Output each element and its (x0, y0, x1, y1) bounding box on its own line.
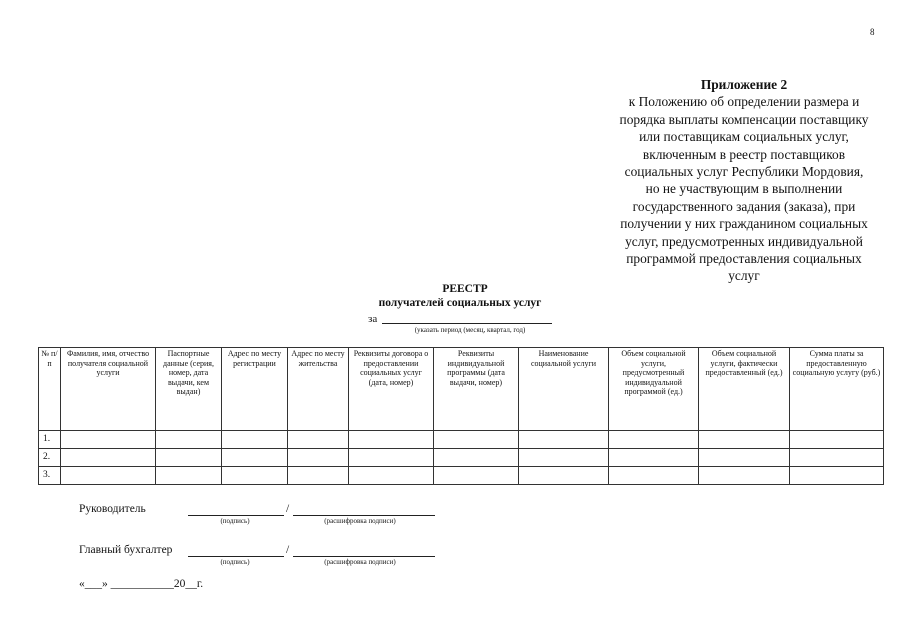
head-decode-line (293, 515, 435, 516)
table-row (39, 449, 884, 467)
appendix-line: но не участвующим в выполнении (645, 181, 843, 197)
column-header: Объем социальной услуги, фактически предоставленный (ед.) (699, 348, 790, 431)
head-sign-line (188, 515, 284, 516)
sign-hint: (подпись) (220, 558, 250, 566)
appendix-line: получении у них гражданином социальных (620, 216, 868, 232)
appendix-line: включенным в реестр поставщиков (642, 146, 846, 162)
row-number: 2. (39, 449, 61, 467)
appendix-line: порядка выплаты компенсации поставщику (619, 111, 869, 127)
sign-hint: (подпись) (220, 517, 250, 525)
register-subtitle: получателей социальных услуг (378, 297, 542, 309)
appendix-heading: Приложение 2 (700, 77, 788, 92)
accountant-sign-line (188, 556, 284, 557)
column-header: Реквизиты договора о предоставлении социальных услуг (дата, номер) (349, 348, 434, 431)
column-header: Адрес по месту регистрации (222, 348, 288, 431)
table-row (39, 467, 884, 485)
decode-hint: (расшифровка подписи) (324, 558, 396, 566)
period-fill-line (382, 323, 552, 324)
period-hint: (указать период (месяц, квартал, год) (414, 326, 526, 334)
column-header: Фамилия, имя, отчество получателя социальной услуги (61, 348, 156, 431)
appendix-line: социальных услуг Республики Мордовия, (624, 164, 864, 180)
column-header: Сумма платы за предоставленную социальную услугу (руб.) (790, 348, 884, 431)
appendix-block (584, 76, 904, 285)
appendix-line: государственного задания (заказа), при (632, 198, 856, 214)
accountant-label: Главный бухгалтер (79, 544, 173, 556)
appendix-line: услуг (728, 268, 760, 284)
column-header: Реквизиты индивидуальной программы (дата выдачи, номер) (434, 348, 519, 431)
row-number: 3. (39, 467, 61, 485)
page-number: 8 (870, 27, 875, 37)
accountant-decode-line (293, 556, 435, 557)
column-header: Адрес по месту жительства (288, 348, 349, 431)
decode-hint: (расшифровка подписи) (324, 517, 396, 525)
appendix-line: к Положению об определении размера и (628, 94, 860, 110)
register-title: РЕЕСТР (442, 283, 488, 295)
column-header: Паспортные данные (серия, номер, дата выдачи, кем выдан) (156, 348, 222, 431)
slash: / (286, 503, 290, 515)
table-row (39, 431, 884, 449)
appendix-line: программой предоставления социальных (626, 251, 862, 267)
table-header-row (39, 348, 884, 431)
column-header: № п/п (39, 348, 61, 431)
appendix-line: услуг, предусмотренных индивидуальной (625, 233, 863, 249)
head-label: Руководитель (79, 503, 146, 515)
row-number: 1. (39, 431, 61, 449)
appendix-line: или поставщикам социальных услуг, (639, 129, 849, 145)
period-label: за (368, 313, 378, 325)
column-header: Объем социальной услуги, предусмотренный индивидуальной программой (ед.) (609, 348, 699, 431)
slash: / (286, 544, 290, 556)
column-header: Наименование социальной услуги (519, 348, 609, 431)
registry-table (38, 347, 884, 485)
date-line: «___» ___________20__г. (79, 578, 204, 590)
